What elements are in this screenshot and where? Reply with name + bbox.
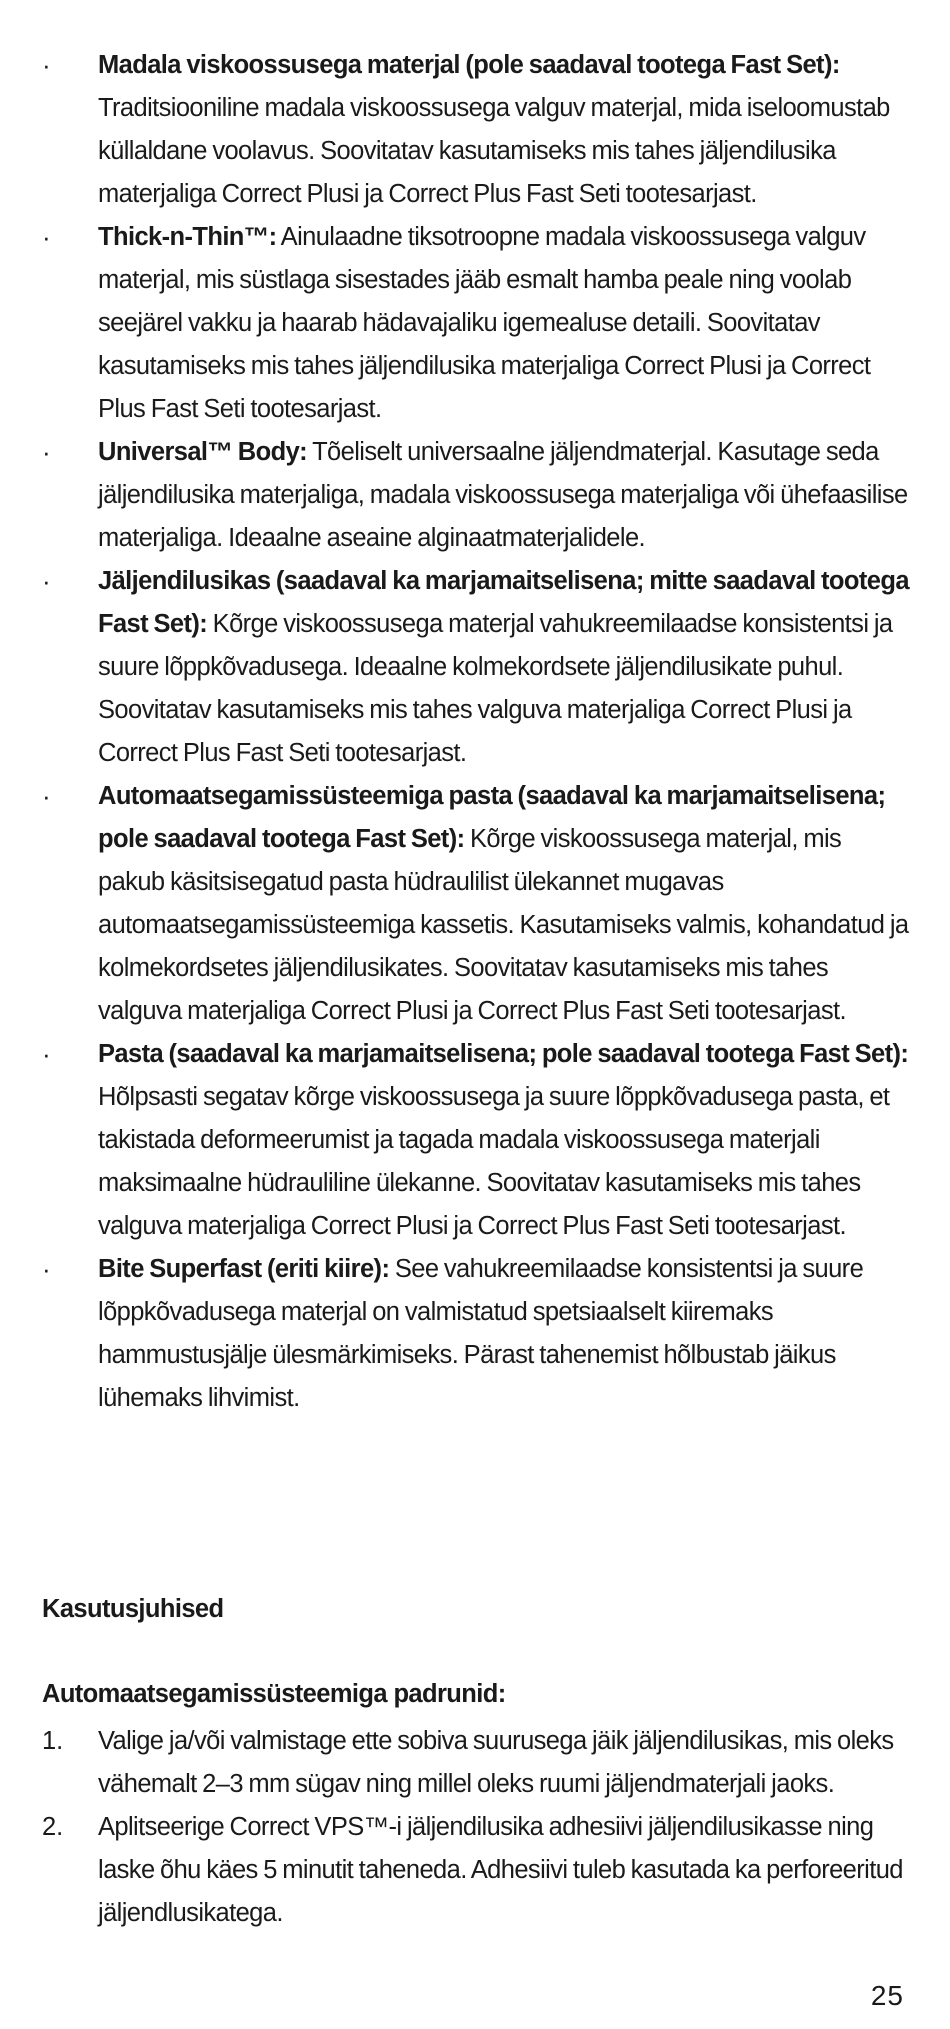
cartridge-heading: Automaatsegamissüsteemiga padrunid: — [42, 1680, 506, 1708]
material-item-universal-body — [42, 431, 910, 560]
material-description: Kõrge viskoossusega materjal, mis pakub käsitsisegatud pasta hüdraulilist ülekannet mugavas automaatsegamissüsteemiga kassetis. Kasutamiseks valmis, kohandatud ja kolmekordsetes jäljendilusikates. Soovitatav kasutamiseks mis tahes valguva materjaliga Correct Plusi ja Correct Plus Fast Seti tootesarjast. — [98, 825, 909, 1025]
material-description: Kõrge viskoossusega materjal vahukreemilaadse konsistentsi ja suure lõppkõvadusega. Ideaalne kolmekordsete jäljendilusikate puhul. Soovitatav kasutamiseks mis tahes valguva materjaliga Correct Plusi ja Correct Plus Fast Seti tootesarjast. — [98, 610, 893, 767]
material-list — [42, 44, 910, 1420]
bullet-icon: · — [42, 1254, 51, 1284]
step-number: 2. — [42, 1813, 64, 1841]
material-description: Traditsiooniline madala viskoossusega valguv materjal, mida iseloomustab küllaldane voolavus. Soovitatav kasutamiseks mis tahes jäljendilusika materjaliga Correct Plusi ja Correct Plus Fast Seti tootesarjast. — [98, 94, 890, 208]
step-number: 1. — [42, 1727, 64, 1755]
bullet-icon: · — [42, 781, 51, 811]
bullet-icon: · — [42, 1039, 51, 1069]
material-item-automix-paste — [42, 775, 910, 1033]
step-text: Valige ja/või valmistage ette sobiva suurusega jäik jäljendilusikas, mis oleks vähemalt 2–3 mm sügav ning millel oleks ruumi jäljendmaterjali jaoks. — [98, 1727, 894, 1798]
material-description: Hõlpsasti segatav kõrge viskoossusega ja suure lõppkõvadusega pasta, et takistada deformeerumist ja tagada madala viskoossusega materjali maksimaalne hüdrauliline ülekanne. Soovitatav kasutamiseks mis tahes valguva materjaliga Correct Plusi ja Correct Plus Fast Seti tootesarjast. — [98, 1083, 890, 1240]
bullet-icon: · — [42, 50, 51, 80]
material-description: Tõeliselt universaalne jäljendmaterjal. Kasutage seda jäljendilusika materjaliga, madala viskoossusega materjaliga või ühefaasilise materjaliga. Ideaalne aseaine alginaatmaterjalidele. — [98, 438, 908, 552]
material-title: Universal™ Body: — [98, 438, 308, 466]
material-title: Bite Superfast (eriti kiire): — [98, 1255, 390, 1283]
instruction-steps — [42, 1720, 910, 1935]
bullet-icon: · — [42, 222, 51, 252]
material-title: Thick-n-Thin™: — [98, 223, 277, 251]
material-item-low-viscosity — [42, 44, 910, 216]
page-number: 25 — [870, 1980, 904, 2011]
usage-heading: Kasutusjuhised — [42, 1595, 224, 1623]
step-item-1 — [42, 1720, 910, 1806]
material-item-bite-superfast — [42, 1248, 910, 1420]
material-title: Jäljendilusikas (saadaval ka marjamaitselisena; mitte saadaval tootega Fast Set): — [98, 567, 909, 638]
material-title: Madala viskoossusega materjal (pole saadaval tootega Fast Set): — [98, 51, 840, 79]
material-title: Pasta (saadaval ka marjamaitselisena; pole saadaval tootega Fast Set): — [98, 1040, 909, 1068]
material-item-thick-n-thin — [42, 216, 910, 431]
bullet-icon: · — [42, 566, 51, 596]
step-text: Aplitseerige Correct VPS™-i jäljendilusika adhesiivi jäljendilusikasse ning laske õhu käes 5 minutit taheneda. Adhesiivi tuleb kasutada ka perforeeritud jäljendlusikatega. — [98, 1813, 903, 1927]
material-item-tray — [42, 560, 910, 775]
material-title: Automaatsegamissüsteemiga pasta (saadaval ka marjamaitselisena; pole saadaval tootega Fast Set): — [98, 782, 886, 853]
material-description: Ainulaadne tiksotroopne madala viskoossusega valguv materjal, mis süstlaga sisestades jääb esmalt hamba peale ning voolab seejärel vakku ja haarab hädavajaliku igemealuse detaili. Soovitatav kasutamiseks mis tahes jäljendilusika materjaliga Correct Plusi ja Correct Plus Fast Seti tootesarjast. — [98, 223, 871, 423]
material-description: See vahukreemilaadse konsistentsi ja suure lõppkõvadusega materjal on valmistatud spetsiaalselt kiiremaks hammustusjälje ülesmärkimiseks. Pärast tahenemist hõlbustab jäikus lühemaks lihvimist. — [98, 1255, 864, 1412]
bullet-icon: · — [42, 437, 51, 467]
material-item-paste — [42, 1033, 910, 1248]
step-item-2 — [42, 1806, 910, 1935]
